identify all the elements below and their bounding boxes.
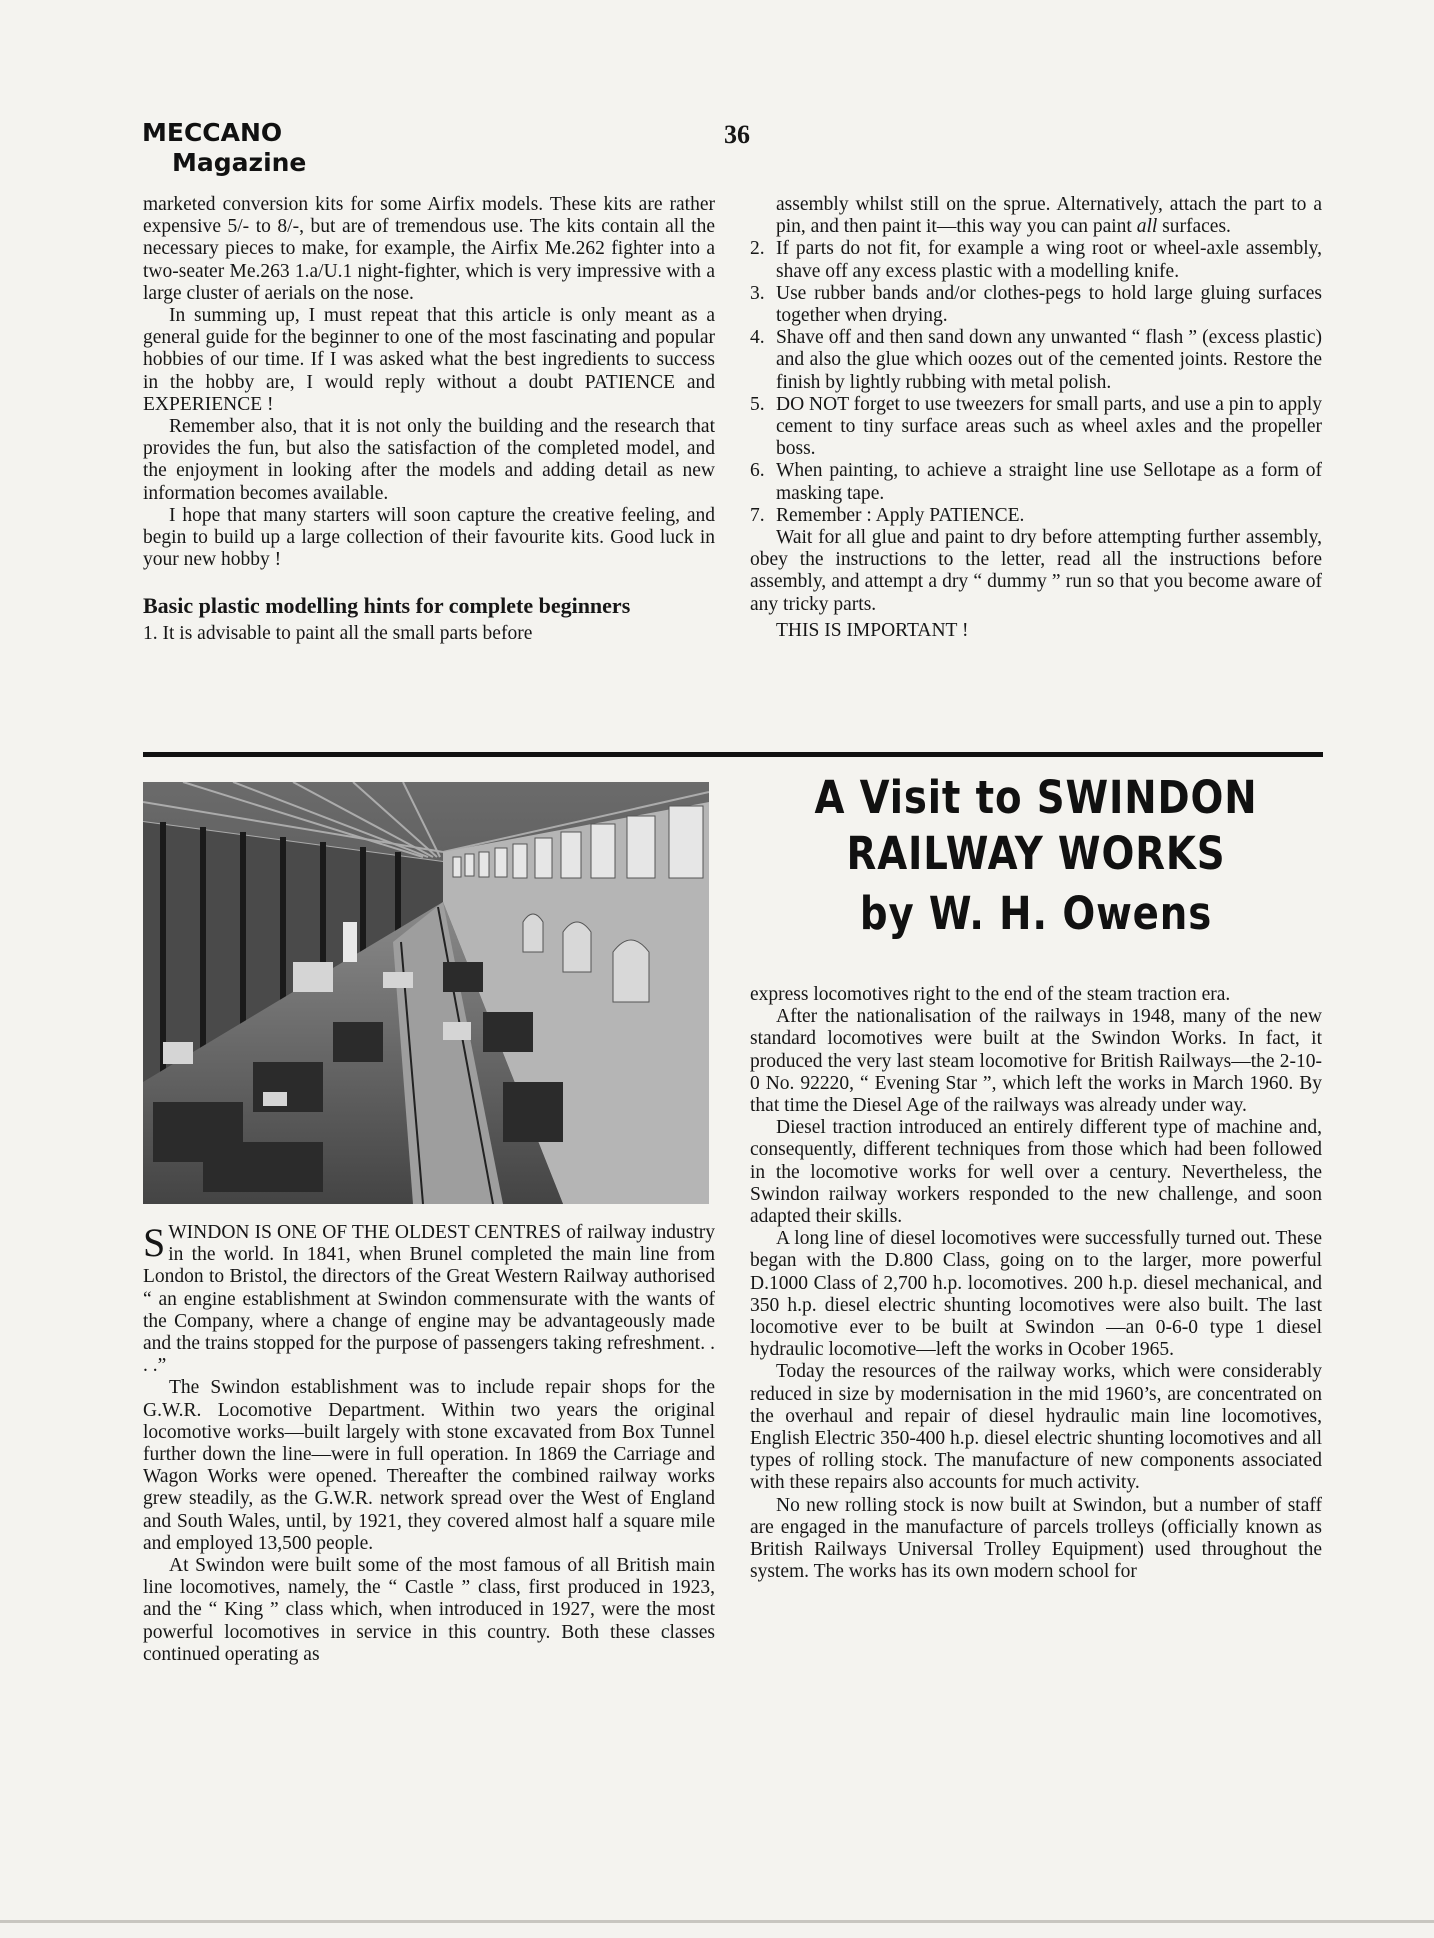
paragraph: In summing up, I must repeat that this article is only meant as a general guide for the beginner to one of the most fascinating and popular hobbies of our time. If I was asked what the best ingredients to success in the hobby are, I would reply without a doubt PATIENCE and EXPERIENCE ! bbox=[143, 305, 715, 415]
magazine-brand bbox=[142, 118, 306, 178]
paragraph: A long line of diesel locomotives were successfully turned out. These began with the D.800 Class, going on to the larger, more powerful D.1000 Class of 2,700 h.p. locomotives. 200 h.p. diesel mechanical, and 350 h.p. diesel electric shunting locomotives were also built. The last locomotive ever to be built at Swindon —an 0-6-0 type 1 diesel hydraulic locomotive—left the works in Ocober 1965. bbox=[750, 1228, 1322, 1361]
article-headline bbox=[750, 770, 1322, 942]
paragraph: After the nationalisation of the railways in 1948, many of the new standard locomotives were built at the Swindon Works. In fact, it produced the very last steam locomotive for British Railways—the 2-10-0 No. 92220, “ Evening Star ”, which left the works in March 1960. By that time the Diesel Age of the railways was already under way. bbox=[750, 1006, 1322, 1117]
paragraph: I hope that many starters will soon capture the creative feeling, and begin to build up a large collection of their favourite kits. Good luck in your new hobby ! bbox=[143, 504, 715, 571]
article-left-column bbox=[143, 1222, 715, 1666]
hint-item: 5. DO NOT forget to use tweezers for small parts, and use a pin to apply cement to tiny surface areas such as wheel axles and the propeller boss. bbox=[750, 393, 1322, 460]
hint-item: 2. If parts do not fit, for example a wing root or wheel-axle assembly, shave off any excess plastic with a modelling knife. bbox=[750, 238, 1322, 282]
hint-item-1-start: 1. It is advisable to paint all the small parts before bbox=[143, 623, 533, 645]
paragraph: No new rolling stock is now built at Swindon, but a number of staff are engaged in the manufacture of parcels trolleys (officially known as British Railways Universal Trolley Equipment) used throughout the system. The works has its own modern school for bbox=[750, 1494, 1322, 1583]
article-right-column bbox=[750, 984, 1322, 1583]
headline-line-2: RAILWAY WORKS bbox=[846, 827, 1226, 880]
headline-line-1: A Visit to SWINDON bbox=[814, 771, 1258, 824]
hint-item: 3. Use rubber bands and/or clothes-pegs to hold large gluing surfaces together when drying. bbox=[750, 282, 1322, 327]
paragraph: Diesel traction introduced an entirely different type of machine and, consequently, different techniques from those which had been followed in the locomotive works for well over a century. Nevertheless, the Swindon railway workers responded to the new challenge, and soon adapted their skills. bbox=[750, 1117, 1322, 1228]
article-byline: by W. H. Owens bbox=[859, 887, 1213, 940]
hint-item: 6. When painting, to achieve a straight line use Sellotape as a form of masking tape. bbox=[750, 460, 1322, 504]
top-left-column bbox=[143, 194, 715, 646]
brand-line-2: Magazine bbox=[172, 148, 307, 177]
paragraph: marketed conversion kits for some Airfix models. These kits are rather expensive 5/- to 8/-, but are of tremendous use. The kits contain all the necessary pieces to make, for example, the Airfix Me.262 fighter into a two-seater Me.263 1.a/U.1 night-fighter, which is very impressive with a large cluster of aerials on the nose. bbox=[143, 194, 715, 304]
hints-list bbox=[750, 238, 1322, 527]
hint-item: 7. Remember : Apply PATIENCE. bbox=[750, 504, 1025, 526]
page-edge bbox=[0, 1920, 1434, 1923]
important-note: THIS IS IMPORTANT ! bbox=[776, 619, 969, 641]
top-right-column bbox=[750, 194, 1322, 642]
hint-item: 4. Shave off and then sand down any unwanted “ flash ” (excess plastic) and also the glue which oozes out of the cemented joints. Restore the finish by lightly rubbing with metal polish. bbox=[750, 327, 1322, 393]
hint-item-1-continued: assembly whilst still on the sprue. Alternatively, attach the part to a pin, and then paint it—this way you can paint all surfaces. bbox=[776, 194, 1322, 238]
article-opening-paragraph: SWINDON IS ONE OF THE OLDEST CENTRES of railway industry in the world. In 1841, when Brunel completed the main line from London to Bristol, the directors of the Great Western Railway authorised “ an engine establishment at Swindon commensurate with the wants of the Company, where a change of engine may be advantageously made and the trains stopped for the purpose of passengers taking refreshment. . . .” bbox=[143, 1220, 715, 1377]
brand-line-1: MECCANO bbox=[142, 118, 283, 147]
paragraph: Remember also, that it is not only the building and the research that provides the fun, but also the satisfaction of the completed model, and the enjoyment in looking after the models and adding detail as new information becomes available. bbox=[143, 416, 715, 504]
paragraph: At Swindon were built some of the most famous of all British main line locomotives, namely, the “ Castle ” class, first produced in 1923, and the “ King ” class which, when introduced in 1927, were the most powerful locomotives in service in this country. Both these classes continued operating as bbox=[143, 1555, 715, 1665]
hints-closing: Wait for all glue and paint to dry before attempting further assembly, obey the instructions to the letter, read all the instructions before assembly, and attempt a dry “ dummy ” run so that you become aware of any tricky parts. bbox=[750, 527, 1322, 615]
page-number: 36 bbox=[724, 120, 750, 149]
hints-heading: Basic plastic modelling hints for complete beginners bbox=[143, 593, 631, 619]
paragraph: Today the resources of the railway works, which were considerably reduced in size by modernisation in the mid 1960’s, are concentrated on the overhaul and repair of diesel hydraulic main line locomotives, English Electric 350-400 h.p. diesel electric shunting locomotives and all types of rolling stock. The manufacture of new components associated with these repairs also accounts for much activity. bbox=[750, 1361, 1322, 1494]
drop-cap: S bbox=[143, 1220, 166, 1265]
section-divider bbox=[143, 752, 1323, 757]
paragraph: The Swindon establishment was to include repair shops for the G.W.R. Locomotive Department. Within two years the original locomotive works—built largely with stone excavated from Box Tunnel further down the line—were in full operation. In 1869 the Carriage and Wagon Works were opened. Thereafter the combined railway works grew steadily, as the G.W.R. network spread over the West of England and South Wales, until, by 1921, they covered almost half a square mile and employed 13,500 people. bbox=[143, 1377, 715, 1554]
paragraph: express locomotives right to the end of the steam traction era. bbox=[750, 984, 1231, 1005]
railway-works-photo bbox=[143, 782, 709, 1204]
